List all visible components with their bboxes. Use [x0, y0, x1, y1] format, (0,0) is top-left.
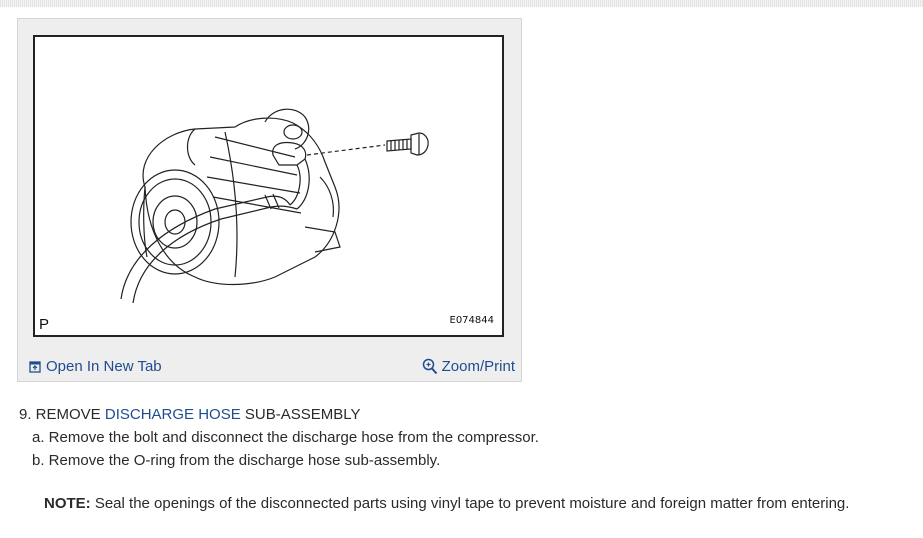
- note: [44, 495, 849, 512]
- figure-frame[interactable]: [33, 35, 504, 337]
- note-label: NOTE:: [44, 495, 91, 512]
- step-suffix: SUB-ASSEMBLY: [240, 406, 361, 423]
- note-text: Seal the openings of the disconnected parts using vinyl tape to prevent moisture and foreign matter from entering.: [90, 495, 850, 512]
- magnifier-icon: [422, 358, 438, 375]
- open-in-new-tab-icon: [29, 360, 42, 373]
- figure-letter: P: [39, 316, 50, 333]
- compressor-illustration: [35, 37, 502, 335]
- open-in-new-tab-label: Open In New Tab: [46, 358, 162, 375]
- zoom-print-label: Zoom/Print: [441, 358, 515, 375]
- step-number: 9. REMOVE: [19, 406, 105, 423]
- figure-panel: [17, 18, 522, 382]
- substep-a: a. Remove the bolt and disconnect the discharge hose from the compressor.: [32, 429, 539, 446]
- zoom-print-link[interactable]: [422, 358, 515, 375]
- discharge-hose-link[interactable]: DISCHARGE HOSE: [104, 406, 241, 423]
- figure-code: E074844: [449, 315, 494, 326]
- top-border: [0, 0, 923, 7]
- open-in-new-tab-link[interactable]: [29, 358, 162, 375]
- substep-b: b. Remove the O-ring from the discharge hose sub-assembly.: [32, 452, 441, 469]
- step-heading: [19, 406, 360, 423]
